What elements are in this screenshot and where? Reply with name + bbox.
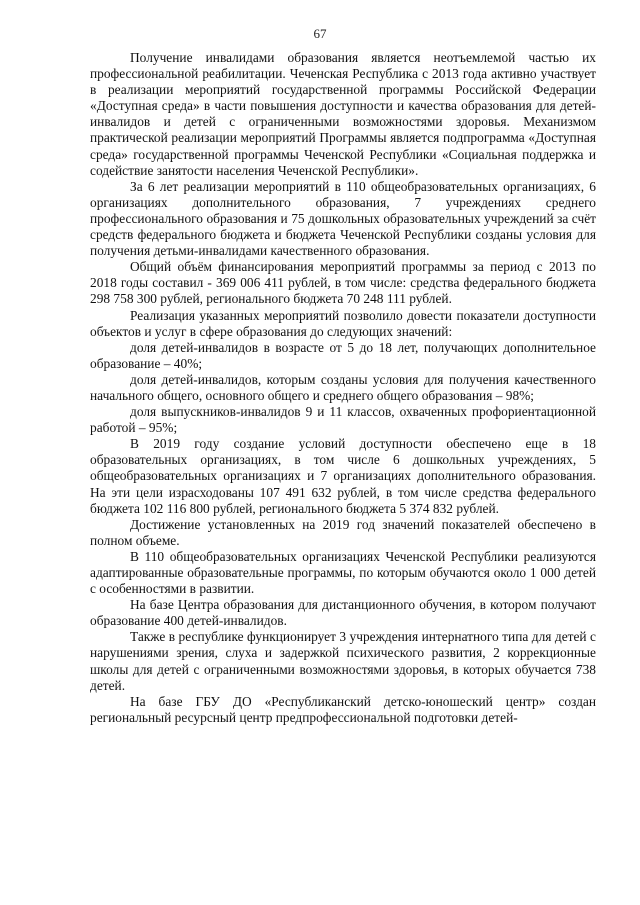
paragraph: Получение инвалидами образования является неотъемлемой частью их профессиональной реабилитации. Чеченская Республика с 2013 года активно участвует в реализации мероприятий государственной программы Российской Федерации «Доступная среда» в части повышения доступности и качества образования для детей-инвалидов и детей с ограниченными возможностями здоровья. Механизмом практической реализации мероприятий Программы является подпрограмма «Доступная среда» государственной программы Чеченской Республики «Социальная поддержка и содействие занятости населения Чеченской Республики».	[90, 50, 596, 178]
paragraph: На базе ГБУ ДО «Республиканский детско-юношеский центр» создан региональный ресурсный центр предпрофессиональной подготовки детей-	[90, 693, 596, 725]
paragraph: На базе Центра образования для дистанционного обучения, в котором получают образование 400 детей-инвалидов.	[90, 597, 596, 629]
paragraph: Реализация указанных мероприятий позволило довести показатели доступности объектов и услуг в сфере образования до следующих значений:	[90, 307, 596, 339]
paragraph: В 2019 году создание условий доступности обеспечено еще в 18 образовательных организациях, в том числе 6 дошкольных учреждениях, 5 общеобразовательных организациях и 7 организациях дополнительного образования. На эти цели израсходованы 107 491 632 рублей, в том числе средства федерального бюджета 102 116 800 рублей, регионального бюджета 5 374 832 рублей.	[90, 436, 596, 516]
paragraph: В 110 общеобразовательных организациях Чеченской Республики реализуются адаптированные образовательные программы, по которым обучаются около 1 000 детей с особенностями в развитии.	[90, 548, 596, 597]
paragraph: Общий объём финансирования мероприятий программы за период с 2013 по 2018 годы составил - 369 006 411 рублей, в том числе: средства федерального бюджета 298 758 300 рублей, регионального бюджета 70 248 111 рублей.	[90, 259, 596, 307]
paragraph: За 6 лет реализации мероприятий в 110 общеобразовательных организациях, 6 организациях дополнительного образования, 7 учреждениях среднего профессионального образования и 75 дошкольных образовательных учреждений за счёт средств федерального бюджета и бюджета Чеченской Республики созданы условия для получения детьми-инвалидами качественного образования.	[90, 178, 596, 259]
paragraph: Достижение установленных на 2019 год значений показателей обеспечено в полном объеме.	[90, 516, 596, 548]
page-number: 67	[313, 26, 327, 41]
paragraph: Также в республике функционирует 3 учреждения интернатного типа для детей с нарушениями зрения, слуха и задержкой психического развития, 2 коррекционные школы для детей с ограниченными возможностями здоровья, в которых обучается 738 детей.	[90, 629, 596, 693]
body-text	[90, 50, 596, 726]
paragraph: доля детей-инвалидов в возрасте от 5 до 18 лет, получающих дополнительное образование – 40%;	[90, 339, 596, 371]
paragraph: доля детей-инвалидов, которым созданы условия для получения качественного начального общего, основного общего и среднего общего образования – 98%;	[90, 371, 596, 403]
paragraph: доля выпускников-инвалидов 9 и 11 классов, охваченных профориентационной работой – 95%;	[90, 404, 596, 436]
